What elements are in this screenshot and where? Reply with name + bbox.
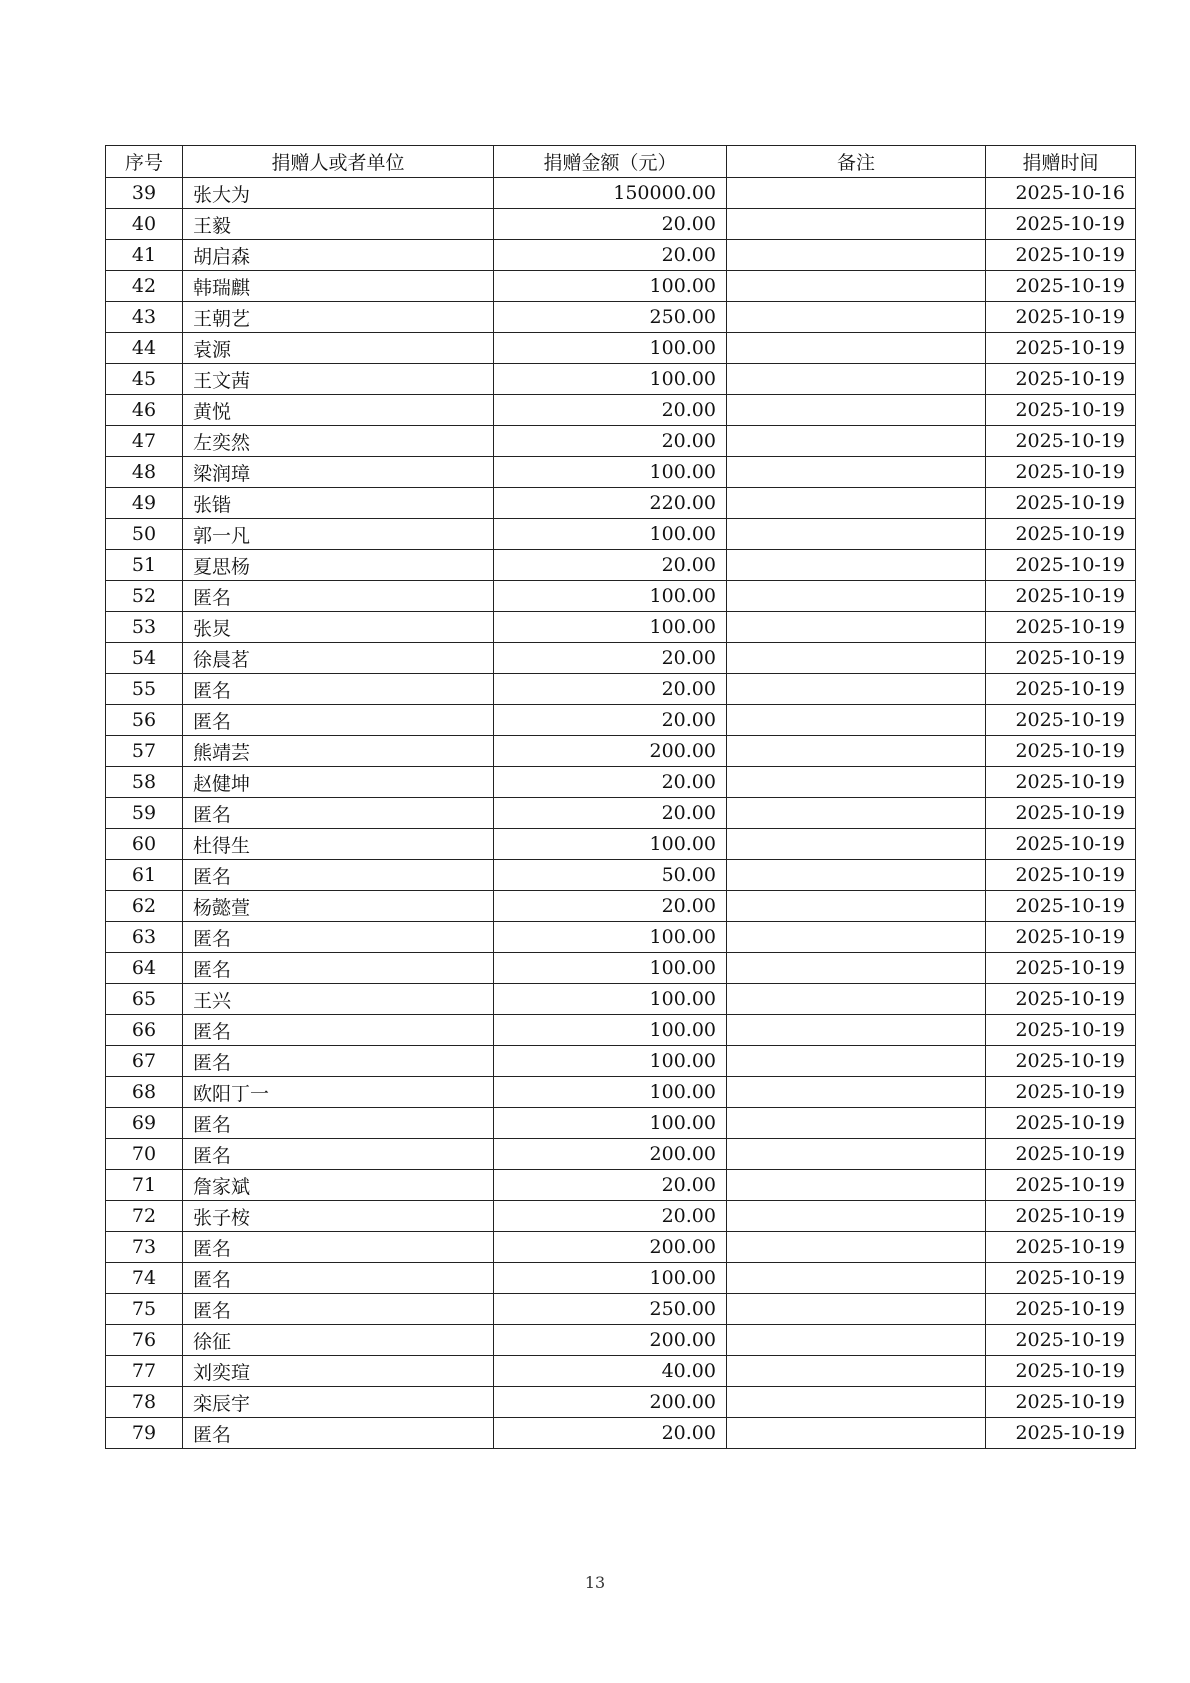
- table-row: [106, 1201, 1136, 1232]
- header-remark: 备注: [727, 146, 986, 178]
- cell-donor: 熊靖芸: [183, 736, 494, 767]
- cell-date: 2025-10-19: [986, 674, 1136, 705]
- cell-date: 2025-10-19: [986, 240, 1136, 271]
- cell-donor: 匿名: [183, 1015, 494, 1046]
- table-row: [106, 612, 1136, 643]
- cell-seq: 68: [106, 1077, 183, 1108]
- cell-seq: 46: [106, 395, 183, 426]
- cell-seq: 65: [106, 984, 183, 1015]
- cell-donor: 张子桉: [183, 1201, 494, 1232]
- cell-donor: 王朝艺: [183, 302, 494, 333]
- cell-seq: 54: [106, 643, 183, 674]
- cell-donor: 匿名: [183, 798, 494, 829]
- cell-date: 2025-10-19: [986, 333, 1136, 364]
- cell-date: 2025-10-19: [986, 488, 1136, 519]
- cell-date: 2025-10-19: [986, 612, 1136, 643]
- cell-seq: 47: [106, 426, 183, 457]
- cell-remark: [727, 271, 986, 302]
- cell-donor: 匿名: [183, 674, 494, 705]
- cell-donor: 赵健坤: [183, 767, 494, 798]
- cell-remark: [727, 488, 986, 519]
- table-row: [106, 364, 1136, 395]
- cell-donor: 匿名: [183, 705, 494, 736]
- cell-remark: [727, 550, 986, 581]
- cell-amount: 100.00: [494, 519, 727, 550]
- cell-seq: 72: [106, 1201, 183, 1232]
- cell-donor: 胡启森: [183, 240, 494, 271]
- cell-remark: [727, 1263, 986, 1294]
- cell-amount: 20.00: [494, 395, 727, 426]
- table-row: [106, 891, 1136, 922]
- cell-seq: 78: [106, 1387, 183, 1418]
- cell-date: 2025-10-19: [986, 302, 1136, 333]
- cell-amount: 20.00: [494, 1201, 727, 1232]
- table-row: [106, 922, 1136, 953]
- cell-amount: 100.00: [494, 1077, 727, 1108]
- cell-seq: 62: [106, 891, 183, 922]
- table-row: [106, 395, 1136, 426]
- table-row: [106, 1418, 1136, 1449]
- cell-date: 2025-10-19: [986, 426, 1136, 457]
- cell-amount: 100.00: [494, 1046, 727, 1077]
- cell-date: 2025-10-19: [986, 1201, 1136, 1232]
- cell-remark: [727, 1170, 986, 1201]
- cell-donor: 张锴: [183, 488, 494, 519]
- cell-remark: [727, 1077, 986, 1108]
- cell-date: 2025-10-19: [986, 1294, 1136, 1325]
- cell-donor: 左奕然: [183, 426, 494, 457]
- cell-amount: 50.00: [494, 860, 727, 891]
- cell-amount: 100.00: [494, 612, 727, 643]
- cell-donor: 张大为: [183, 178, 494, 209]
- cell-remark: [727, 1015, 986, 1046]
- table-row: [106, 860, 1136, 891]
- cell-remark: [727, 240, 986, 271]
- cell-seq: 66: [106, 1015, 183, 1046]
- cell-seq: 70: [106, 1139, 183, 1170]
- cell-remark: [727, 457, 986, 488]
- cell-date: 2025-10-19: [986, 1046, 1136, 1077]
- cell-remark: [727, 178, 986, 209]
- cell-remark: [727, 1139, 986, 1170]
- cell-donor: 杨懿萱: [183, 891, 494, 922]
- cell-date: 2025-10-19: [986, 1232, 1136, 1263]
- cell-amount: 100.00: [494, 953, 727, 984]
- cell-amount: 20.00: [494, 426, 727, 457]
- table-row: [106, 643, 1136, 674]
- cell-date: 2025-10-19: [986, 519, 1136, 550]
- cell-amount: 200.00: [494, 1387, 727, 1418]
- cell-amount: 220.00: [494, 488, 727, 519]
- table-row: [106, 1139, 1136, 1170]
- cell-donor: 徐征: [183, 1325, 494, 1356]
- cell-amount: 20.00: [494, 767, 727, 798]
- table-header: [106, 146, 1136, 178]
- cell-amount: 20.00: [494, 240, 727, 271]
- page-number: 13: [584, 1573, 606, 1592]
- cell-remark: [727, 953, 986, 984]
- cell-seq: 39: [106, 178, 183, 209]
- cell-amount: 20.00: [494, 705, 727, 736]
- cell-remark: [727, 767, 986, 798]
- cell-date: 2025-10-19: [986, 1139, 1136, 1170]
- cell-donor: 王文茜: [183, 364, 494, 395]
- cell-remark: [727, 333, 986, 364]
- cell-donor: 匿名: [183, 922, 494, 953]
- cell-date: 2025-10-19: [986, 1387, 1136, 1418]
- cell-date: 2025-10-19: [986, 581, 1136, 612]
- cell-remark: [727, 302, 986, 333]
- cell-seq: 79: [106, 1418, 183, 1449]
- table-body: [106, 178, 1136, 1449]
- cell-amount: 100.00: [494, 457, 727, 488]
- cell-donor: 匿名: [183, 1294, 494, 1325]
- cell-remark: [727, 674, 986, 705]
- cell-seq: 76: [106, 1325, 183, 1356]
- cell-remark: [727, 705, 986, 736]
- header-date: 捐赠时间: [986, 146, 1136, 178]
- table-row: [106, 705, 1136, 736]
- cell-date: 2025-10-19: [986, 736, 1136, 767]
- cell-amount: 150000.00: [494, 178, 727, 209]
- table-row: [106, 953, 1136, 984]
- cell-donor: 匿名: [183, 1108, 494, 1139]
- cell-date: 2025-10-19: [986, 1325, 1136, 1356]
- cell-remark: [727, 1325, 986, 1356]
- table-row: [106, 426, 1136, 457]
- cell-remark: [727, 860, 986, 891]
- table-row: [106, 1170, 1136, 1201]
- cell-amount: 20.00: [494, 674, 727, 705]
- cell-remark: [727, 643, 986, 674]
- table-row: [106, 581, 1136, 612]
- cell-donor: 匿名: [183, 860, 494, 891]
- table-row: [106, 488, 1136, 519]
- cell-date: 2025-10-19: [986, 271, 1136, 302]
- cell-seq: 50: [106, 519, 183, 550]
- table-row: [106, 271, 1136, 302]
- cell-donor: 匿名: [183, 1418, 494, 1449]
- cell-donor: 刘奕瑄: [183, 1356, 494, 1387]
- cell-seq: 60: [106, 829, 183, 860]
- cell-seq: 75: [106, 1294, 183, 1325]
- cell-amount: 200.00: [494, 736, 727, 767]
- cell-donor: 郭一凡: [183, 519, 494, 550]
- donation-table: [105, 145, 1136, 1449]
- cell-date: 2025-10-19: [986, 891, 1136, 922]
- cell-seq: 67: [106, 1046, 183, 1077]
- cell-date: 2025-10-19: [986, 1263, 1136, 1294]
- cell-seq: 74: [106, 1263, 183, 1294]
- table-row: [106, 1077, 1136, 1108]
- cell-donor: 张炅: [183, 612, 494, 643]
- cell-amount: 100.00: [494, 581, 727, 612]
- cell-remark: [727, 891, 986, 922]
- cell-donor: 匿名: [183, 1046, 494, 1077]
- cell-donor: 王毅: [183, 209, 494, 240]
- cell-date: 2025-10-19: [986, 922, 1136, 953]
- cell-donor: 匿名: [183, 1232, 494, 1263]
- table-row: [106, 1263, 1136, 1294]
- cell-amount: 40.00: [494, 1356, 727, 1387]
- cell-remark: [727, 426, 986, 457]
- cell-seq: 42: [106, 271, 183, 302]
- cell-remark: [727, 1201, 986, 1232]
- cell-date: 2025-10-19: [986, 1077, 1136, 1108]
- cell-donor: 詹家斌: [183, 1170, 494, 1201]
- cell-remark: [727, 1418, 986, 1449]
- cell-donor: 杜得生: [183, 829, 494, 860]
- cell-remark: [727, 1108, 986, 1139]
- table-row: [106, 519, 1136, 550]
- cell-amount: 100.00: [494, 829, 727, 860]
- cell-seq: 58: [106, 767, 183, 798]
- cell-amount: 20.00: [494, 891, 727, 922]
- cell-amount: 200.00: [494, 1139, 727, 1170]
- cell-date: 2025-10-19: [986, 364, 1136, 395]
- table-row: [106, 829, 1136, 860]
- table-row: [106, 767, 1136, 798]
- header-donor: 捐赠人或者单位: [183, 146, 494, 178]
- table-row: [106, 209, 1136, 240]
- cell-seq: 61: [106, 860, 183, 891]
- cell-seq: 49: [106, 488, 183, 519]
- table-row: [106, 736, 1136, 767]
- table-row: [106, 1294, 1136, 1325]
- cell-seq: 57: [106, 736, 183, 767]
- cell-donor: 匿名: [183, 581, 494, 612]
- cell-date: 2025-10-19: [986, 1015, 1136, 1046]
- table-row: [106, 1108, 1136, 1139]
- cell-donor: 徐晨茗: [183, 643, 494, 674]
- cell-amount: 100.00: [494, 1015, 727, 1046]
- table-row: [106, 333, 1136, 364]
- cell-date: 2025-10-19: [986, 984, 1136, 1015]
- table-row: [106, 550, 1136, 581]
- cell-seq: 40: [106, 209, 183, 240]
- cell-amount: 20.00: [494, 643, 727, 674]
- cell-amount: 100.00: [494, 1108, 727, 1139]
- cell-seq: 45: [106, 364, 183, 395]
- table-row: [106, 1356, 1136, 1387]
- cell-amount: 20.00: [494, 209, 727, 240]
- cell-date: 2025-10-19: [986, 209, 1136, 240]
- cell-amount: 200.00: [494, 1232, 727, 1263]
- table-row: [106, 1232, 1136, 1263]
- cell-date: 2025-10-19: [986, 860, 1136, 891]
- cell-date: 2025-10-19: [986, 705, 1136, 736]
- cell-amount: 200.00: [494, 1325, 727, 1356]
- cell-amount: 100.00: [494, 984, 727, 1015]
- cell-remark: [727, 519, 986, 550]
- cell-seq: 56: [106, 705, 183, 736]
- cell-donor: 匿名: [183, 1263, 494, 1294]
- table-row: [106, 798, 1136, 829]
- cell-remark: [727, 209, 986, 240]
- cell-remark: [727, 1046, 986, 1077]
- table-row: [106, 984, 1136, 1015]
- cell-donor: 匿名: [183, 953, 494, 984]
- cell-remark: [727, 1232, 986, 1263]
- cell-remark: [727, 1294, 986, 1325]
- cell-seq: 64: [106, 953, 183, 984]
- cell-donor: 韩瑞麒: [183, 271, 494, 302]
- table-row: [106, 178, 1136, 209]
- cell-seq: 77: [106, 1356, 183, 1387]
- cell-seq: 69: [106, 1108, 183, 1139]
- cell-remark: [727, 581, 986, 612]
- table-row: [106, 240, 1136, 271]
- table-row: [106, 302, 1136, 333]
- cell-amount: 100.00: [494, 271, 727, 302]
- cell-donor: 黄悦: [183, 395, 494, 426]
- cell-date: 2025-10-19: [986, 643, 1136, 674]
- cell-seq: 55: [106, 674, 183, 705]
- cell-remark: [727, 798, 986, 829]
- cell-donor: 夏思杨: [183, 550, 494, 581]
- cell-amount: 100.00: [494, 922, 727, 953]
- cell-donor: 袁源: [183, 333, 494, 364]
- cell-date: 2025-10-19: [986, 1108, 1136, 1139]
- cell-date: 2025-10-19: [986, 798, 1136, 829]
- table-row: [106, 1015, 1136, 1046]
- cell-remark: [727, 1387, 986, 1418]
- cell-donor: 欧阳丁一: [183, 1077, 494, 1108]
- cell-amount: 100.00: [494, 364, 727, 395]
- table-row: [106, 1387, 1136, 1418]
- cell-remark: [727, 395, 986, 426]
- cell-date: 2025-10-19: [986, 829, 1136, 860]
- cell-remark: [727, 736, 986, 767]
- cell-seq: 51: [106, 550, 183, 581]
- cell-donor: 匿名: [183, 1139, 494, 1170]
- cell-donor: 栾辰宇: [183, 1387, 494, 1418]
- table-row: [106, 457, 1136, 488]
- cell-donor: 王兴: [183, 984, 494, 1015]
- cell-date: 2025-10-19: [986, 1418, 1136, 1449]
- cell-amount: 100.00: [494, 1263, 727, 1294]
- cell-date: 2025-10-19: [986, 457, 1136, 488]
- cell-amount: 250.00: [494, 302, 727, 333]
- cell-remark: [727, 829, 986, 860]
- cell-date: 2025-10-19: [986, 953, 1136, 984]
- cell-remark: [727, 922, 986, 953]
- cell-remark: [727, 364, 986, 395]
- cell-seq: 71: [106, 1170, 183, 1201]
- cell-amount: 20.00: [494, 798, 727, 829]
- cell-amount: 20.00: [494, 1170, 727, 1201]
- table-row: [106, 674, 1136, 705]
- cell-amount: 20.00: [494, 550, 727, 581]
- cell-seq: 44: [106, 333, 183, 364]
- cell-remark: [727, 612, 986, 643]
- cell-date: 2025-10-19: [986, 1170, 1136, 1201]
- header-seq: 序号: [106, 146, 183, 178]
- cell-date: 2025-10-16: [986, 178, 1136, 209]
- cell-seq: 52: [106, 581, 183, 612]
- cell-remark: [727, 984, 986, 1015]
- cell-amount: 100.00: [494, 333, 727, 364]
- cell-seq: 63: [106, 922, 183, 953]
- cell-seq: 59: [106, 798, 183, 829]
- cell-seq: 53: [106, 612, 183, 643]
- header-amount: 捐赠金额（元）: [494, 146, 727, 178]
- cell-amount: 20.00: [494, 1418, 727, 1449]
- cell-date: 2025-10-19: [986, 1356, 1136, 1387]
- cell-remark: [727, 1356, 986, 1387]
- header-row: [106, 146, 1136, 178]
- cell-seq: 48: [106, 457, 183, 488]
- cell-date: 2025-10-19: [986, 550, 1136, 581]
- cell-seq: 73: [106, 1232, 183, 1263]
- table-row: [106, 1046, 1136, 1077]
- cell-seq: 43: [106, 302, 183, 333]
- cell-date: 2025-10-19: [986, 767, 1136, 798]
- cell-amount: 250.00: [494, 1294, 727, 1325]
- cell-seq: 41: [106, 240, 183, 271]
- table-row: [106, 1325, 1136, 1356]
- cell-date: 2025-10-19: [986, 395, 1136, 426]
- cell-donor: 梁润璋: [183, 457, 494, 488]
